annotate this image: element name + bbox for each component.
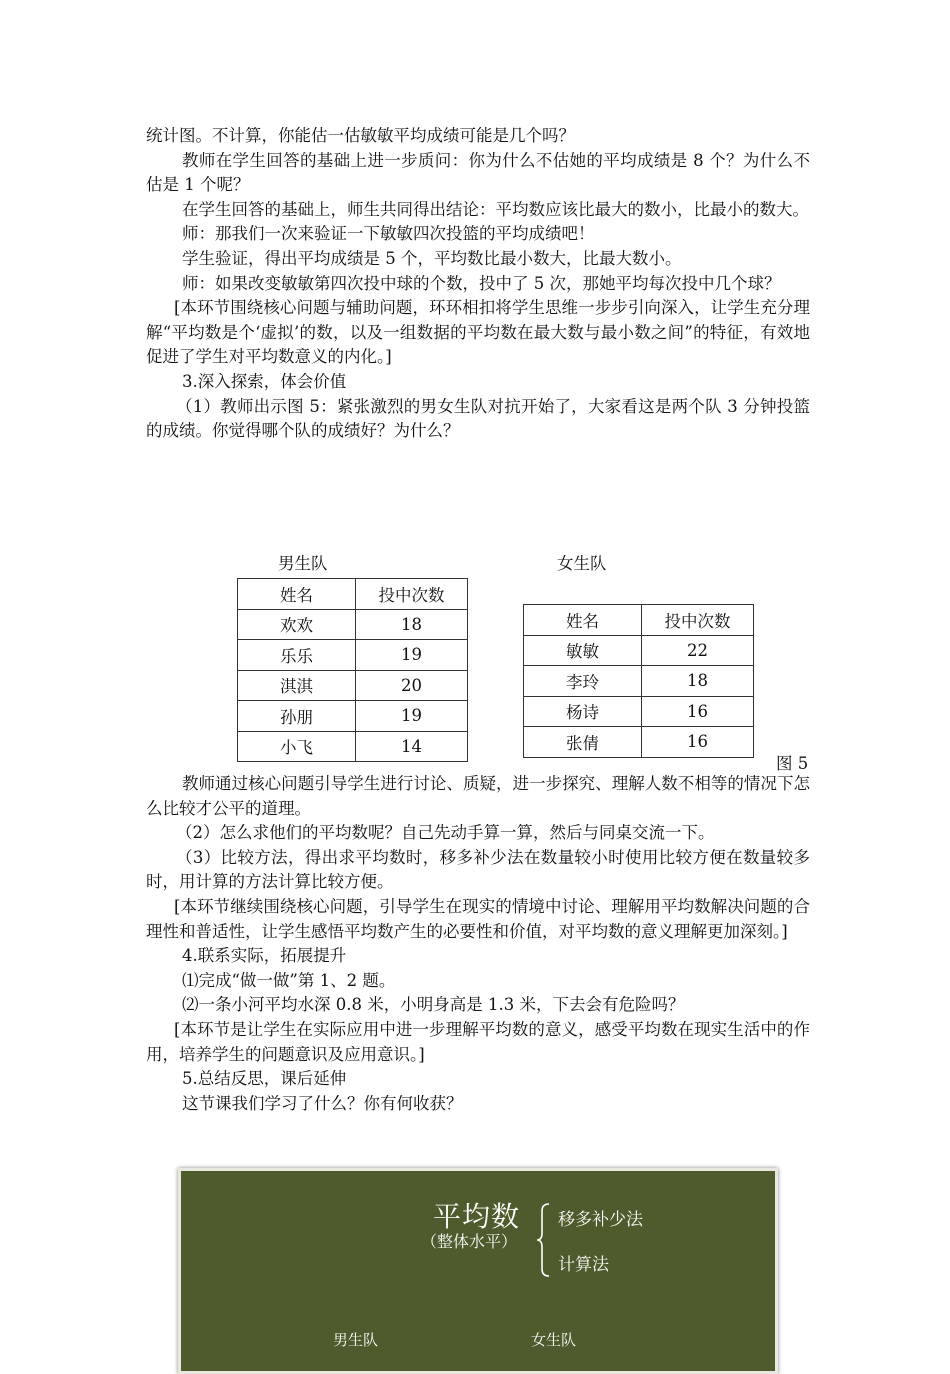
annotation-paragraph: [本环节是让学生在实际应用中进一步理解平均数的意义，感受平均数在现实生活中的作用，培养学生的问题意识及应用意识。] [146,1019,810,1064]
board-girls-label: 女生队 [531,1331,577,1349]
annotation-paragraph: [本环节继续围绕核心问题，引导学生在现实的情境中讨论、理解用平均数解决问题的合理性和普适性，让学生感悟平均数产生的必要性和价值，对平均数的意义理解更加深刻。] [146,896,810,941]
paragraph: 学生验证，得出平均成绩是 5 个，平均数比最小数大，比最大数小。 [182,248,682,268]
table-row [524,696,754,727]
table-cell: 19 [356,701,468,732]
table-header-row [524,605,754,636]
paragraph: ⑵一条小河平均水深 0.8 米，小明身高是 1.3 米，下去会有危险吗？ [182,995,685,1015]
body-text-bottom [146,772,810,1116]
paragraph: 这节课我们学习了什么？你有何收获？ [182,1093,463,1113]
table-row [238,609,468,640]
boys-table [237,578,468,762]
table-row [238,731,468,762]
table-cell: 18 [642,666,754,697]
paragraph: 师：那我们一次来验证一下敏敏四次投篮的平均成绩吧！ [182,224,595,244]
body-text-top [146,124,810,444]
table-header-cell: 姓名 [524,605,642,636]
girls-table-wrap [523,604,754,758]
table-cell: 16 [642,696,754,727]
section-heading: 3.深入探索，体会价值 [182,371,347,391]
table-header-row [238,579,468,610]
table-cell: 孙朋 [238,701,356,732]
table-cell: 18 [356,609,468,640]
table-cell: 张倩 [524,727,642,758]
table-cell: 16 [642,727,754,758]
table-cell: 杨诗 [524,696,642,727]
table-cell: 14 [356,731,468,762]
table-header-cell: 投中次数 [642,605,754,636]
boys-table-wrap [237,578,468,762]
girls-table-title: 女生队 [557,554,607,573]
paragraph: （2）怎么求他们的平均数呢？自己先动手算一算，然后与同桌交流一下。 [176,823,715,843]
table-row [524,635,754,666]
table-cell: 22 [642,635,754,666]
paragraph: （3）比较方法，得出求平均数时，移多补少法在数量较小时使用比较方便在数量较多时，用计算的方法计算比较方便。 [146,847,810,892]
board-boys-label: 男生队 [333,1331,379,1349]
table-row [238,670,468,701]
paragraph: 教师在学生回答的基础上进一步质问：你为什么不估她的平均成绩是 8 个？为什么不估是 1 个呢？ [146,150,810,195]
paragraph: 教师通过核心问题引导学生进行讨论、质疑，进一步探究、理解人数不相等的情况下怎么比较才公平的道理。 [146,774,810,818]
paragraph: 在学生回答的基础上，师生共同得出结论：平均数应该比最大的数小，比最小的数大。 [182,199,809,219]
board-subtitle: （整体水平） [421,1232,518,1251]
paragraph: 统计图。不计算，你能估一估敏敏平均成绩可能是几个吗？ [146,126,575,145]
brace-icon [536,1203,550,1277]
board-item-method-2: 计算法 [558,1255,609,1275]
annotation-paragraph: [本环节围绕核心问题与辅助问题，环环相扣将学生思维一步步引向深入，让学生充分理解“平均数是个‘虚拟’的数，以及一组数据的平均数在最大数与最小数之间”的特征，有效地促进了学生对平均数意义的内化。] [146,298,810,367]
section-heading: 5.总结反思，课后延伸 [182,1069,347,1089]
table-row [524,727,754,758]
paragraph: 师：如果改变敏敏第四次投中球的个数，投中了 5 次，那她平均每次投中几个球？ [182,273,781,293]
girls-table [523,604,754,758]
table-cell: 20 [356,670,468,701]
figure-label: 图 5 [776,754,809,773]
table-header-cell: 姓名 [238,579,356,610]
table-cell: 欢欢 [238,609,356,640]
paragraph: ⑴完成“做一做”第 1、2 题。 [182,970,396,990]
table-row [238,640,468,671]
board-item-method-1: 移多补少法 [558,1210,643,1230]
section-heading: 4.联系实际，拓展提升 [182,946,347,966]
board-title: 平均数 [433,1200,521,1233]
table-cell: 敏敏 [524,635,642,666]
table-cell: 淇淇 [238,670,356,701]
table-cell: 乐乐 [238,640,356,671]
table-row [238,701,468,732]
table-header-cell: 投中次数 [356,579,468,610]
table-cell: 李玲 [524,666,642,697]
table-cell: 19 [356,640,468,671]
table-row [524,666,754,697]
boys-table-title: 男生队 [278,554,328,573]
paragraph: （1）教师出示图 5：紧张激烈的男女生队对抗开始了，大家看这是两个队 3 分钟投篮的成绩。你觉得哪个队的成绩好？为什么？ [146,396,810,441]
table-cell: 小飞 [238,731,356,762]
blackboard-summary [178,1168,778,1374]
